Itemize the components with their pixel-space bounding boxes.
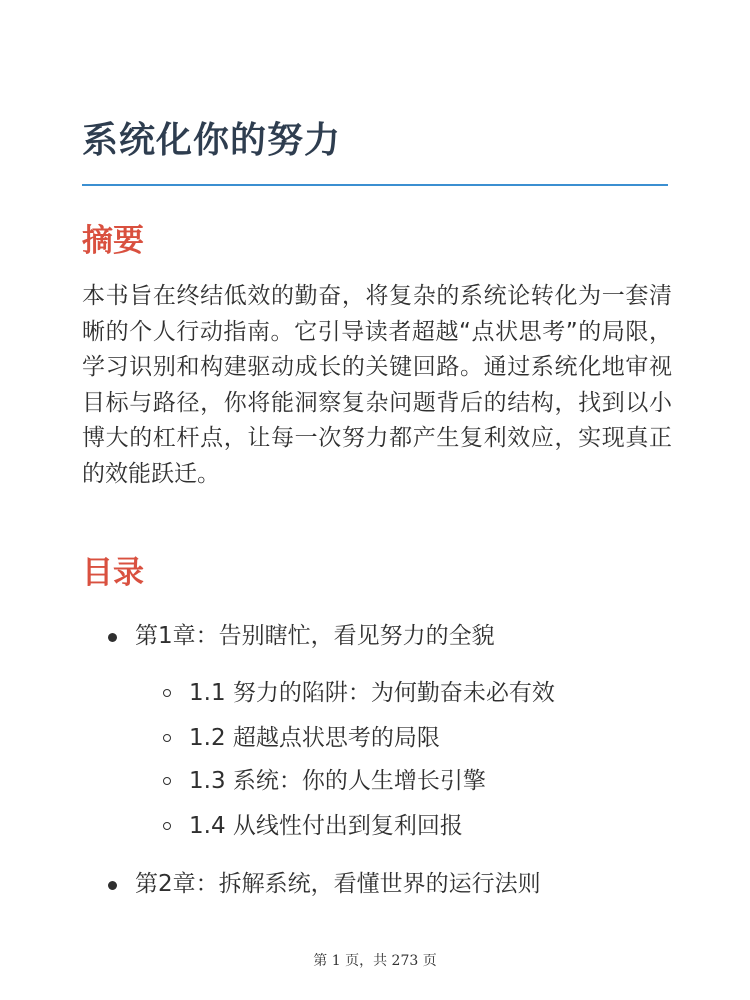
toc-section-label: 1.1 努力的陷阱：为何勤奋未必有效	[189, 680, 555, 706]
toc-section-1-1[interactable]	[163, 677, 555, 709]
title-divider	[82, 184, 668, 186]
toc-section-1-3[interactable]	[163, 765, 486, 797]
page-number: 第 1 页，共 273 页	[313, 953, 437, 969]
filled-bullet-icon	[108, 633, 117, 642]
toc-section-label: 1.2 超越点状思考的局限	[189, 725, 440, 751]
hollow-bullet-icon	[163, 777, 171, 785]
toc-chapter-label: 第2章：拆解系统，看懂世界的运行法则	[135, 871, 541, 897]
hollow-bullet-icon	[163, 822, 171, 830]
toc-section-label: 1.3 系统：你的人生增长引擎	[189, 768, 486, 794]
toc-chapter-1[interactable]	[108, 620, 495, 652]
document-title: 系统化你的努力	[82, 120, 342, 161]
toc-section-1-4[interactable]	[163, 810, 463, 842]
toc-chapter-label: 第1章：告别瞎忙，看见努力的全貌	[135, 623, 495, 649]
abstract-heading: 摘要	[82, 223, 144, 259]
toc-section-1-2[interactable]	[163, 722, 440, 754]
toc-heading: 目录	[82, 555, 144, 591]
hollow-bullet-icon	[163, 734, 171, 742]
toc-chapter-2[interactable]	[108, 868, 541, 900]
toc-section-label: 1.4 从线性付出到复利回报	[189, 813, 463, 839]
filled-bullet-icon	[108, 881, 117, 890]
hollow-bullet-icon	[163, 689, 171, 697]
abstract-body: 本书旨在终结低效的勤奋，将复杂的系统论转化为一套清晰的个人行动指南。它引导读者超越“点状思考”的局限，学习识别和构建驱动成长的关键回路。通过系统化地审视目标与路径，你将能洞察复杂问题背后的结构，找到以小博大的杠杆点，让每一次努力都产生复利效应，实现真正的效能跃迁。	[82, 283, 672, 487]
